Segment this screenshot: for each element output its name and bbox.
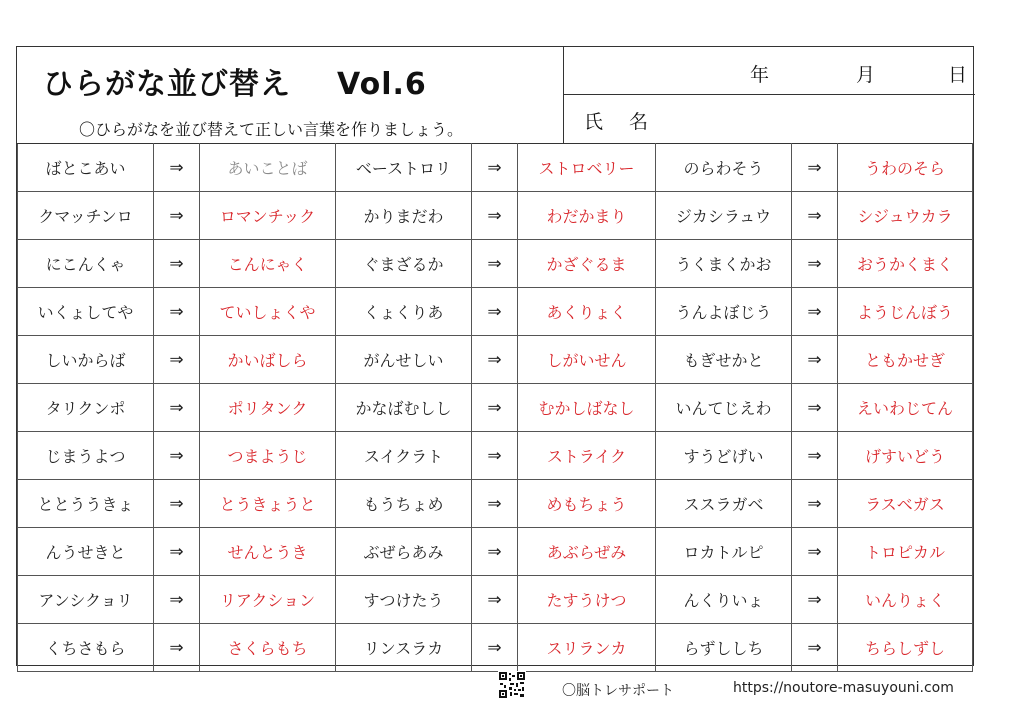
answer-cell[interactable]: あぶらぜみ [518,528,656,576]
arrow-icon: ⇒ [792,288,838,336]
scrambled-word: もうちょめ [336,480,472,528]
arrow-icon: ⇒ [154,576,200,624]
scrambled-word: ススラガベ [656,480,792,528]
answer-cell[interactable]: トロピカル [838,528,973,576]
table-row [18,576,973,624]
day-label: 日 [948,64,968,86]
arrow-icon: ⇒ [472,192,518,240]
table-row [18,336,973,384]
answer-cell[interactable]: あいことば [200,144,336,192]
worksheet [16,46,974,666]
answer-cell[interactable]: めもちょう [518,480,656,528]
scrambled-word: すつけたう [336,576,472,624]
answer-cell[interactable]: ともかせぎ [838,336,973,384]
arrow-icon: ⇒ [154,624,200,672]
scrambled-word: いくょしてや [18,288,154,336]
arrow-icon: ⇒ [792,528,838,576]
scrambled-word: んくりいょ [656,576,792,624]
scrambled-word: くちさもら [18,624,154,672]
answer-cell[interactable]: とうきょうと [200,480,336,528]
scrambled-word: うくまくかお [656,240,792,288]
arrow-icon: ⇒ [154,432,200,480]
arrow-icon: ⇒ [472,528,518,576]
answer-cell[interactable]: こんにゃく [200,240,336,288]
scrambled-word: クマッチンロ [18,192,154,240]
table-row [18,480,973,528]
arrow-icon: ⇒ [472,384,518,432]
scrambled-word: じまうよつ [18,432,154,480]
year-label: 年 [750,64,770,86]
answer-cell[interactable]: ちらしずし [838,624,973,672]
answer-cell[interactable]: ラスベガス [838,480,973,528]
arrow-icon: ⇒ [472,336,518,384]
scrambled-word: リンスラカ [336,624,472,672]
scrambled-word: アンシクョリ [18,576,154,624]
scrambled-word: ロカトルピ [656,528,792,576]
answer-cell[interactable]: せんとうき [200,528,336,576]
arrow-icon: ⇒ [154,144,200,192]
table-row [18,144,973,192]
scrambled-word: ベーストロリ [336,144,472,192]
arrow-icon: ⇒ [792,144,838,192]
scrambled-word: んうせきと [18,528,154,576]
scrambled-word: うんよぼじう [656,288,792,336]
answer-cell[interactable]: えいわじてん [838,384,973,432]
puzzle-table [17,143,973,672]
arrow-icon: ⇒ [792,624,838,672]
arrow-icon: ⇒ [472,576,518,624]
arrow-icon: ⇒ [154,240,200,288]
answer-cell[interactable]: スリランカ [518,624,656,672]
scrambled-word: かなばむしし [336,384,472,432]
table-row [18,240,973,288]
answer-cell[interactable]: かざぐるま [518,240,656,288]
page-title [43,59,427,103]
scrambled-word: くょくりあ [336,288,472,336]
answer-cell[interactable]: ポリタンク [200,384,336,432]
arrow-icon: ⇒ [154,480,200,528]
arrow-icon: ⇒ [792,336,838,384]
answer-cell[interactable]: うわのそら [838,144,973,192]
answer-cell[interactable]: リアクション [200,576,336,624]
scrambled-word: ジカシラュウ [656,192,792,240]
answer-cell[interactable]: ていしょくや [200,288,336,336]
answer-cell[interactable]: かいばしら [200,336,336,384]
arrow-icon: ⇒ [154,192,200,240]
answer-cell[interactable]: しがいせん [518,336,656,384]
arrow-icon: ⇒ [792,192,838,240]
footer-url[interactable]: https://noutore-masuyouni.com [733,680,954,696]
scrambled-word: しいからば [18,336,154,384]
scrambled-word: にこんくゃ [18,240,154,288]
title-block [17,47,564,143]
answer-cell[interactable]: つまようじ [200,432,336,480]
date-field[interactable] [564,47,975,95]
table-row [18,432,973,480]
arrow-icon: ⇒ [154,528,200,576]
scrambled-word: スイクラト [336,432,472,480]
scrambled-word: もぎせかと [656,336,792,384]
arrow-icon: ⇒ [792,384,838,432]
answer-cell[interactable]: おうかくまく [838,240,973,288]
arrow-icon: ⇒ [472,240,518,288]
arrow-icon: ⇒ [154,384,200,432]
arrow-icon: ⇒ [792,432,838,480]
scrambled-word: ぐまざるか [336,240,472,288]
arrow-icon: ⇒ [792,576,838,624]
scrambled-word: ばとこあい [18,144,154,192]
footer-brand: 〇脳トレサポート [562,683,674,699]
arrow-icon: ⇒ [472,432,518,480]
arrow-icon: ⇒ [154,288,200,336]
arrow-icon: ⇒ [792,480,838,528]
answer-cell[interactable]: いんりょく [838,576,973,624]
table-row [18,192,973,240]
scrambled-word: がんせしい [336,336,472,384]
table-row [18,288,973,336]
answer-cell[interactable]: わだかまり [518,192,656,240]
instructions: 〇ひらがなを並び替えて正しい言葉を作りましょう。 [79,120,464,139]
answer-cell[interactable]: シジュウカラ [838,192,973,240]
name-field-label: 氏 名 [584,111,659,133]
scrambled-word: タリクンポ [18,384,154,432]
arrow-icon: ⇒ [472,288,518,336]
scrambled-word: らずししち [656,624,792,672]
answer-cell[interactable]: むかしばなし [518,384,656,432]
answer-cell[interactable]: あくりょく [518,288,656,336]
qr-code-icon [498,671,526,699]
answer-cell[interactable]: ようじんぼう [838,288,973,336]
answer-cell[interactable]: たすうけつ [518,576,656,624]
month-label: 月 [856,64,876,86]
answer-cell[interactable]: げすいどう [838,432,973,480]
volume-label: Vol.6 [337,67,427,102]
table-row [18,624,973,672]
table-row [18,384,973,432]
title-text: ひらがな並び替え [43,67,291,102]
arrow-icon: ⇒ [792,240,838,288]
scrambled-word: かりまだわ [336,192,472,240]
answer-cell[interactable]: ストロベリー [518,144,656,192]
scrambled-word: いんてじえわ [656,384,792,432]
answer-cell[interactable]: さくらもち [200,624,336,672]
arrow-icon: ⇒ [472,480,518,528]
scrambled-word: すうどげい [656,432,792,480]
arrow-icon: ⇒ [472,144,518,192]
scrambled-word: ととううきょ [18,480,154,528]
scrambled-word: ぶぜらあみ [336,528,472,576]
arrow-icon: ⇒ [472,624,518,672]
table-row [18,528,973,576]
answer-cell[interactable]: ロマンチック [200,192,336,240]
scrambled-word: のらわそう [656,144,792,192]
arrow-icon: ⇒ [154,336,200,384]
answer-cell[interactable]: ストライク [518,432,656,480]
